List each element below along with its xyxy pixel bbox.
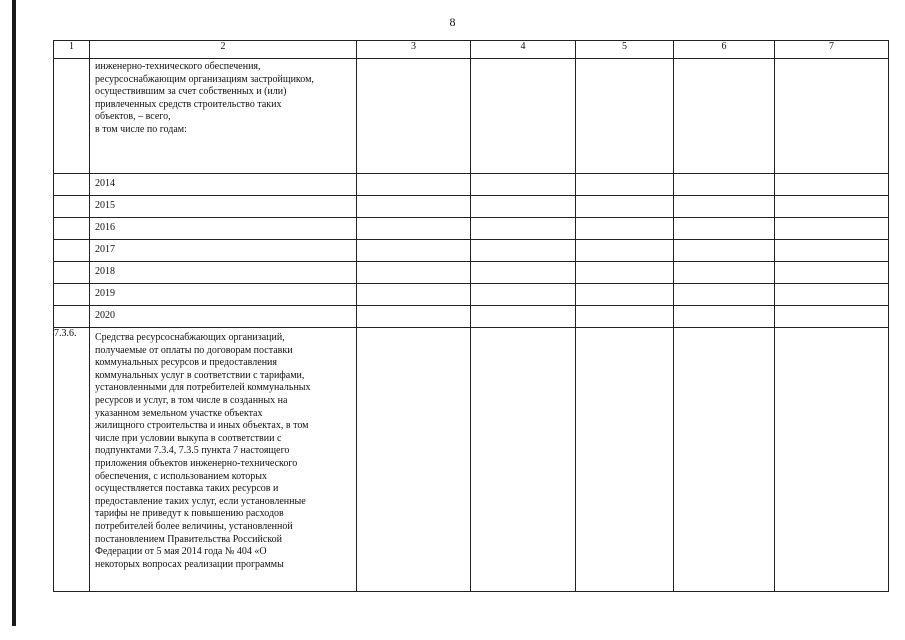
empty-cell (471, 196, 576, 218)
empty-cell (576, 262, 674, 284)
header-row (54, 41, 889, 59)
text-line: объектов, – всего, (95, 111, 171, 123)
empty-cell (357, 284, 471, 306)
year-row (54, 240, 889, 262)
column-header: 3 (357, 41, 471, 59)
text-line: Средства ресурсоснабжающих организаций, (95, 332, 285, 343)
empty-cell (576, 59, 674, 174)
year-label: 2015 (95, 200, 115, 211)
year-cell (90, 284, 357, 306)
year-cell (90, 174, 357, 196)
empty-cell (775, 218, 889, 240)
empty-cell (775, 59, 889, 174)
empty-cell (471, 328, 576, 592)
empty-cell (357, 240, 471, 262)
year-cell (90, 196, 357, 218)
row-number (54, 218, 90, 240)
row-number (54, 284, 90, 306)
text-line: осуществившим за счет собственных и (или) (95, 86, 287, 98)
empty-cell (775, 306, 889, 328)
year-cell (90, 240, 357, 262)
year-row (54, 218, 889, 240)
text-line: постановлением Правительства Российской (95, 533, 283, 545)
text-line: коммунальных ресурсов и предоставления (95, 357, 278, 369)
empty-cell (357, 196, 471, 218)
column-header: 4 (471, 41, 576, 59)
empty-cell (357, 174, 471, 196)
column-header: 7 (775, 41, 889, 59)
year-row (54, 174, 889, 196)
row-number (54, 240, 90, 262)
row-number: 7.3.6. (54, 328, 90, 592)
empty-cell (576, 174, 674, 196)
empty-cell (471, 218, 576, 240)
empty-cell (674, 262, 775, 284)
text-line: в том числе по годам: (95, 123, 187, 135)
empty-cell (576, 284, 674, 306)
text-line: привлеченных средств строительство таких (95, 98, 282, 110)
empty-cell (471, 262, 576, 284)
column-header: 2 (90, 41, 357, 59)
continuation-row (54, 59, 889, 174)
empty-cell (674, 59, 775, 174)
empty-cell (674, 218, 775, 240)
year-label: 2017 (95, 244, 115, 255)
empty-cell (775, 284, 889, 306)
text-line: коммунальных услуг в соответствии с тарифами, (95, 369, 305, 381)
empty-cell (775, 240, 889, 262)
empty-cell (357, 262, 471, 284)
year-row (54, 306, 889, 328)
empty-cell (471, 174, 576, 196)
text-line: ресурсов и услуг, в том числе в созданных на (95, 394, 288, 406)
row-number (54, 174, 90, 196)
year-label: 2016 (95, 222, 115, 233)
year-cell (90, 262, 357, 284)
column-header: 1 (54, 41, 90, 59)
row-number (54, 59, 90, 174)
year-cell (90, 306, 357, 328)
empty-cell (471, 240, 576, 262)
empty-cell (471, 59, 576, 174)
text-line: приложения объектов инженерно-технического (95, 457, 298, 469)
item-row (54, 328, 889, 592)
empty-cell (674, 196, 775, 218)
empty-cell (775, 196, 889, 218)
text-line: ресурсоснабжающим организациям застройщиком, (95, 73, 314, 85)
empty-cell (674, 306, 775, 328)
text-line: жилищного строительства и иных объектах, в том (95, 420, 309, 432)
text-line: предоставление таких услуг, если установленные (95, 495, 306, 507)
text-line: инженерно-технического обеспечения, (95, 61, 261, 72)
text-line: подпунктами 7.3.4, 7.3.5 пункта 7 настоящего (95, 445, 290, 457)
empty-cell (357, 306, 471, 328)
text-line: указанном земельном участке объектах (95, 407, 263, 419)
text-line: тарифы не приведут к повышению расходов (95, 508, 284, 520)
page-number: 8 (449, 15, 456, 29)
empty-cell (674, 174, 775, 196)
year-cell (90, 218, 357, 240)
year-label: 2014 (95, 178, 115, 189)
empty-cell (357, 59, 471, 174)
empty-cell (471, 284, 576, 306)
text-line: числе при условии выкупа в соответствии с (95, 432, 282, 444)
empty-cell (576, 328, 674, 592)
year-label: 2018 (95, 266, 115, 277)
empty-cell (576, 196, 674, 218)
data-table (53, 40, 889, 592)
text-line: некоторых вопросах реализации программы (95, 558, 284, 570)
empty-cell (674, 284, 775, 306)
empty-cell (357, 328, 471, 592)
scan-edge-bar (12, 0, 16, 626)
empty-cell (775, 174, 889, 196)
empty-cell (674, 328, 775, 592)
row-number (54, 262, 90, 284)
year-row (54, 284, 889, 306)
row-number (54, 196, 90, 218)
text-line: Федерации от 5 мая 2014 года № 404 «О (95, 546, 267, 558)
row-number (54, 306, 90, 328)
empty-cell (576, 240, 674, 262)
text-line: установленными для потребителей коммунальных (95, 382, 311, 394)
empty-cell (576, 218, 674, 240)
empty-cell (357, 218, 471, 240)
year-label: 2019 (95, 288, 115, 299)
column-header: 6 (674, 41, 775, 59)
text-line: получаемые от оплаты по договорам поставки (95, 344, 293, 356)
empty-cell (471, 306, 576, 328)
year-label: 2020 (95, 310, 115, 321)
text-line: обеспечения, с использованием которых (95, 470, 267, 482)
row-description (90, 59, 357, 174)
empty-cell (674, 240, 775, 262)
text-line: осуществляется поставка таких ресурсов и (95, 483, 279, 495)
text-line: потребителей более величины, установленной (95, 520, 293, 532)
year-row (54, 262, 889, 284)
year-row (54, 196, 889, 218)
empty-cell (775, 262, 889, 284)
row-description (90, 328, 357, 592)
empty-cell (775, 328, 889, 592)
empty-cell (576, 306, 674, 328)
column-header: 5 (576, 41, 674, 59)
